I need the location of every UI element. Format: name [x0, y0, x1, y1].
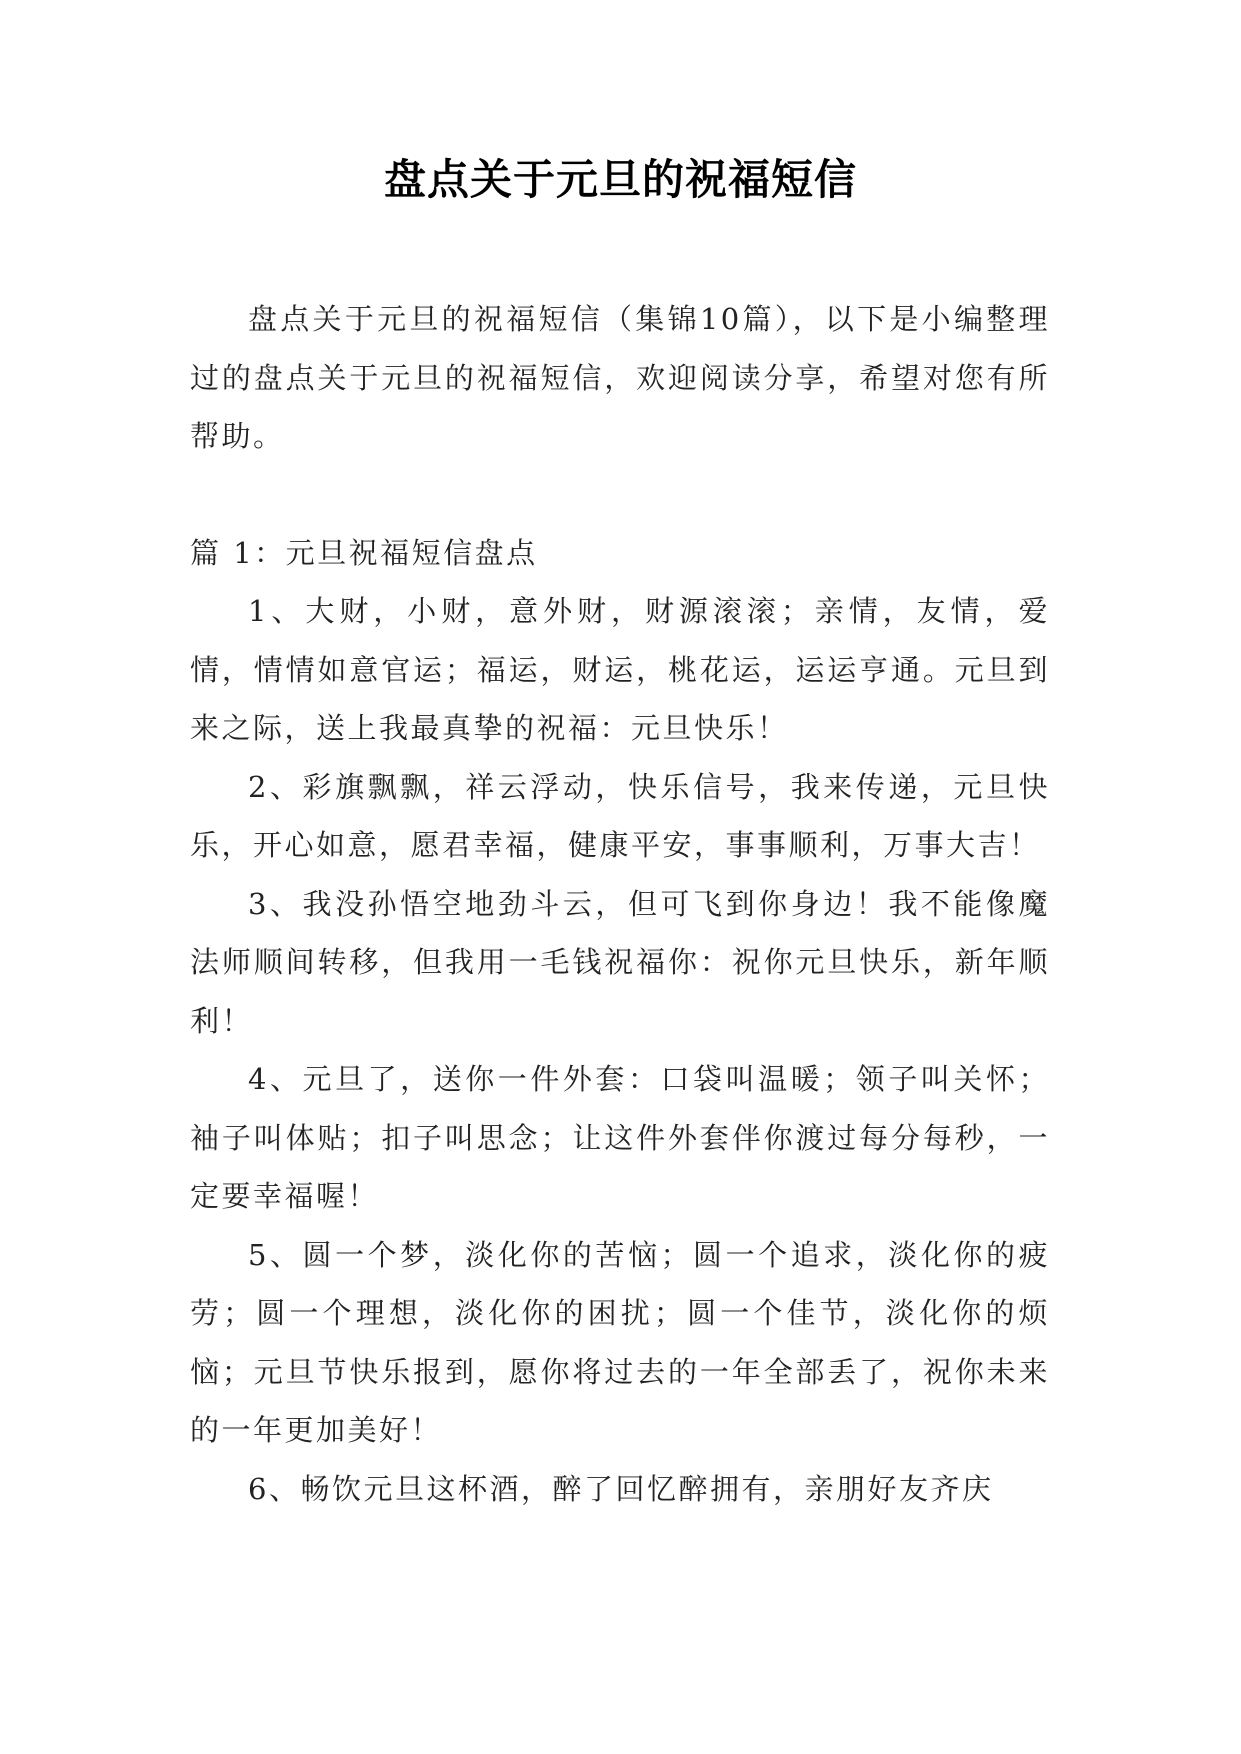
message-item-4: 4、元旦了，送你一件外套：口袋叫温暖；领子叫关怀；袖子叫体贴；扣子叫思念；让这件外套伴你渡过每分每秒，一定要幸福喔！ — [190, 1062, 1050, 1213]
document-body — [190, 290, 1050, 1518]
intro-paragraph: 盘点关于元旦的祝福短信（集锦10篇），以下是小编整理过的盘点关于元旦的祝福短信，欢迎阅读分享，希望对您有所帮助。 — [190, 302, 1050, 453]
message-item-1: 1、大财，小财，意外财，财源滚滚；亲情，友情，爱情，情情如意官运；福运，财运，桃花运，运运亨通。元旦到来之际，送上我最真挚的祝福：元旦快乐！ — [190, 594, 1050, 745]
message-item-2: 2、彩旗飘飘，祥云浮动，快乐信号，我来传递，元旦快乐，开心如意，愿君幸福，健康平安，事事顺利，万事大吉！ — [190, 769, 1050, 862]
document-title: 盘点关于元旦的祝福短信 — [383, 155, 857, 204]
message-item-6: 6、畅饮元旦这杯酒，醉了回忆醉拥有，亲朋好友齐庆 — [248, 1471, 994, 1506]
message-item-3: 3、我没孙悟空地劲斗云，但可飞到你身边！我不能像魔法师顺间转移，但我用一毛钱祝福你：祝你元旦快乐，新年顺利！ — [190, 886, 1050, 1038]
message-item-5: 5、圆一个梦，淡化你的苦恼；圆一个追求，淡化你的疲劳；圆一个理想，淡化你的困扰；圆一个佳节，淡化你的烦恼；元旦节快乐报到，愿你将过去的一年全部丢了，祝你未来的一年更加美好！ — [190, 1237, 1050, 1447]
section-heading: 篇 1：元旦祝福短信盘点 — [190, 535, 538, 570]
